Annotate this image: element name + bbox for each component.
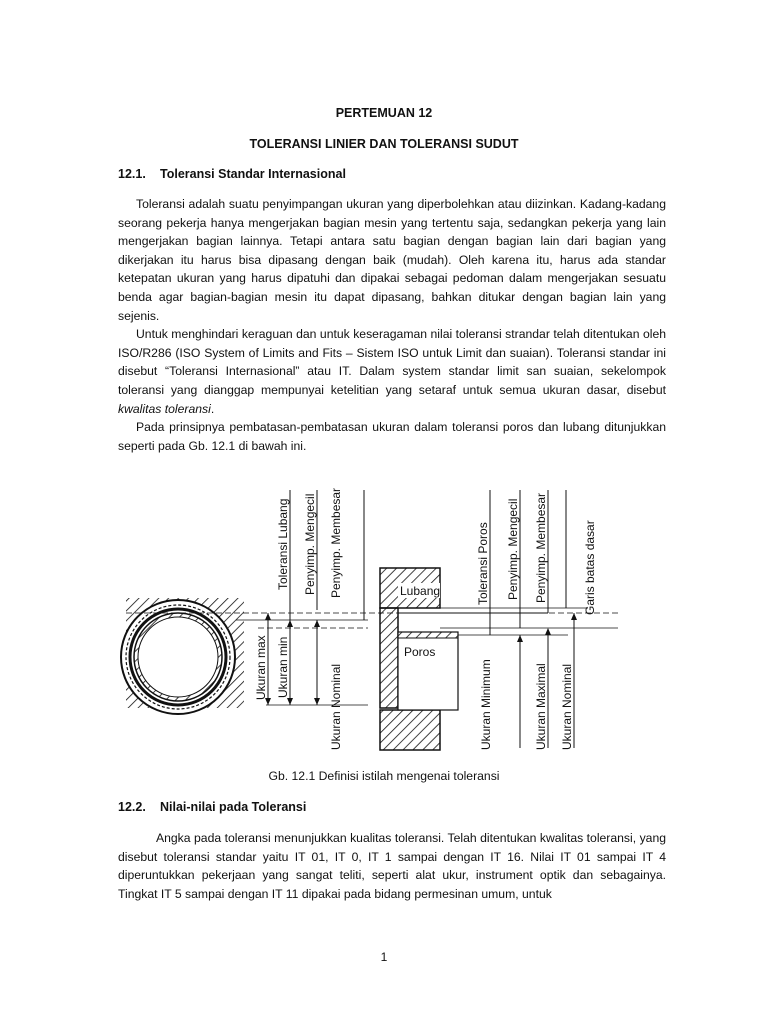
section-body-12-1 bbox=[118, 195, 666, 455]
section-heading-12-1 bbox=[118, 167, 346, 181]
section-number-2: 12.2. bbox=[118, 800, 146, 814]
section-title-2: Nilai-nilai pada Toleransi bbox=[160, 800, 307, 814]
poros-label: Poros bbox=[404, 645, 436, 659]
paragraph-2 bbox=[118, 325, 666, 418]
meeting-title: PERTEMUAN 12 bbox=[335, 106, 433, 120]
label-garis-batas-dasar: Garis batas dasar bbox=[583, 520, 597, 615]
italic-term: kwalitas toleransi bbox=[118, 401, 211, 416]
page-number: 1 bbox=[380, 950, 388, 964]
label-penyimp-mengecil: Penyimp. Mengecil bbox=[303, 493, 317, 595]
figure-caption: Gb. 12.1 Definisi istilah mengenai toleransi bbox=[268, 769, 500, 783]
label-toleransi-lubang: Toleransi Lubang bbox=[276, 498, 290, 590]
tolerance-figure bbox=[118, 470, 618, 760]
paragraph-2-text: Untuk menghindari keraguan dan untuk keseragaman nilai toleransi strandar telah ditentukan oleh ISO/R286 (ISO System of Limits and Fits – Sistem ISO untuk Limit dan suaian). Toleransi standar ini disebut “Toleransi Internasional” atau IT. Dalam system standar limit san suaian, sekelompok toleransi yang dianggap mempunyai ketelitian yang setaraf untuk semua ukuran dasar, disebut bbox=[118, 327, 666, 397]
label-penyimp-mengecil-2: Penyimp. Mengecil bbox=[506, 498, 520, 600]
section-title: Toleransi Standar Internasional bbox=[160, 167, 346, 181]
main-title: TOLERANSI LINIER DAN TOLERANSI SUDUT bbox=[249, 137, 519, 151]
label-ukuran-nominal: Ukuran Nominal bbox=[329, 663, 343, 750]
label-ukuran-nominal-2: Ukuran Nominal bbox=[560, 663, 574, 750]
shaft-hole-section-drawing bbox=[121, 598, 244, 714]
label-ukuran-maximal: Ukuran Maximal bbox=[534, 663, 548, 750]
label-ukuran-min: Ukuran min bbox=[276, 636, 290, 698]
section-heading-12-2 bbox=[118, 800, 306, 814]
paragraph-1: Toleransi adalah suatu penyimpangan ukuran yang diperbolehkan atau diizinkan. Kadang-kadang seorang pekerja hanya mengerjakan bagian mesin yang tertentu saja, sedangkan pekerja yang lain mengerjakan bagian lainnya. Tetapi antara satu bagian dengan bagian lain dari bagian yang dikerjakan itu harus bisa dipasang dengan baik (mudah). Oleh karena itu, harus ada standar ketepatan ukuran yang harus dipatuhi dan dipakai sebagai pedoman dalam mengerjakan sesuatu benda agar bagian-bagian mesin itu dapat dipasang, bahkan ditukar dengan bagian lain yang sejenis. bbox=[118, 197, 666, 323]
label-ukuran-minimum: Ukuran Minimum bbox=[479, 659, 493, 750]
section-number: 12.1. bbox=[118, 167, 146, 181]
paragraph-section2: Angka pada toleransi menunjukkan kualitas toleransi. Telah ditentukan kwalitas toleransi, yang disebut toleransi standar yaitu IT 01, IT 0, IT 1 sampai dengan IT 16. Nilai IT 01 sampai IT 4 diperuntukkan pekerjaan yang sangat teliti, seperti alat ukur, instrument optik dan sebagainya. Tingkat IT 5 sampai dengan IT 11 dipakai pada bidang permesinan umum, untuk bbox=[118, 831, 666, 901]
italic-term-end: . bbox=[210, 401, 215, 416]
label-penyimp-membesar-2: Penyimp. Membesar bbox=[534, 492, 548, 603]
section-body-12-2 bbox=[118, 829, 666, 903]
label-penyimp-membesar: Penyimp. Membesar bbox=[329, 487, 343, 598]
label-ukuran-max: Ukuran max bbox=[254, 635, 268, 700]
label-toleransi-poros: Toleransi Poros bbox=[476, 522, 490, 605]
paragraph-3: Pada prinsipnya pembatasan-pembatasan ukuran dalam toleransi poros dan lubang ditunjukkan seperti pada Gb. 12.1 di bawah ini. bbox=[118, 420, 666, 453]
lubang-label: Lubang bbox=[400, 584, 441, 598]
